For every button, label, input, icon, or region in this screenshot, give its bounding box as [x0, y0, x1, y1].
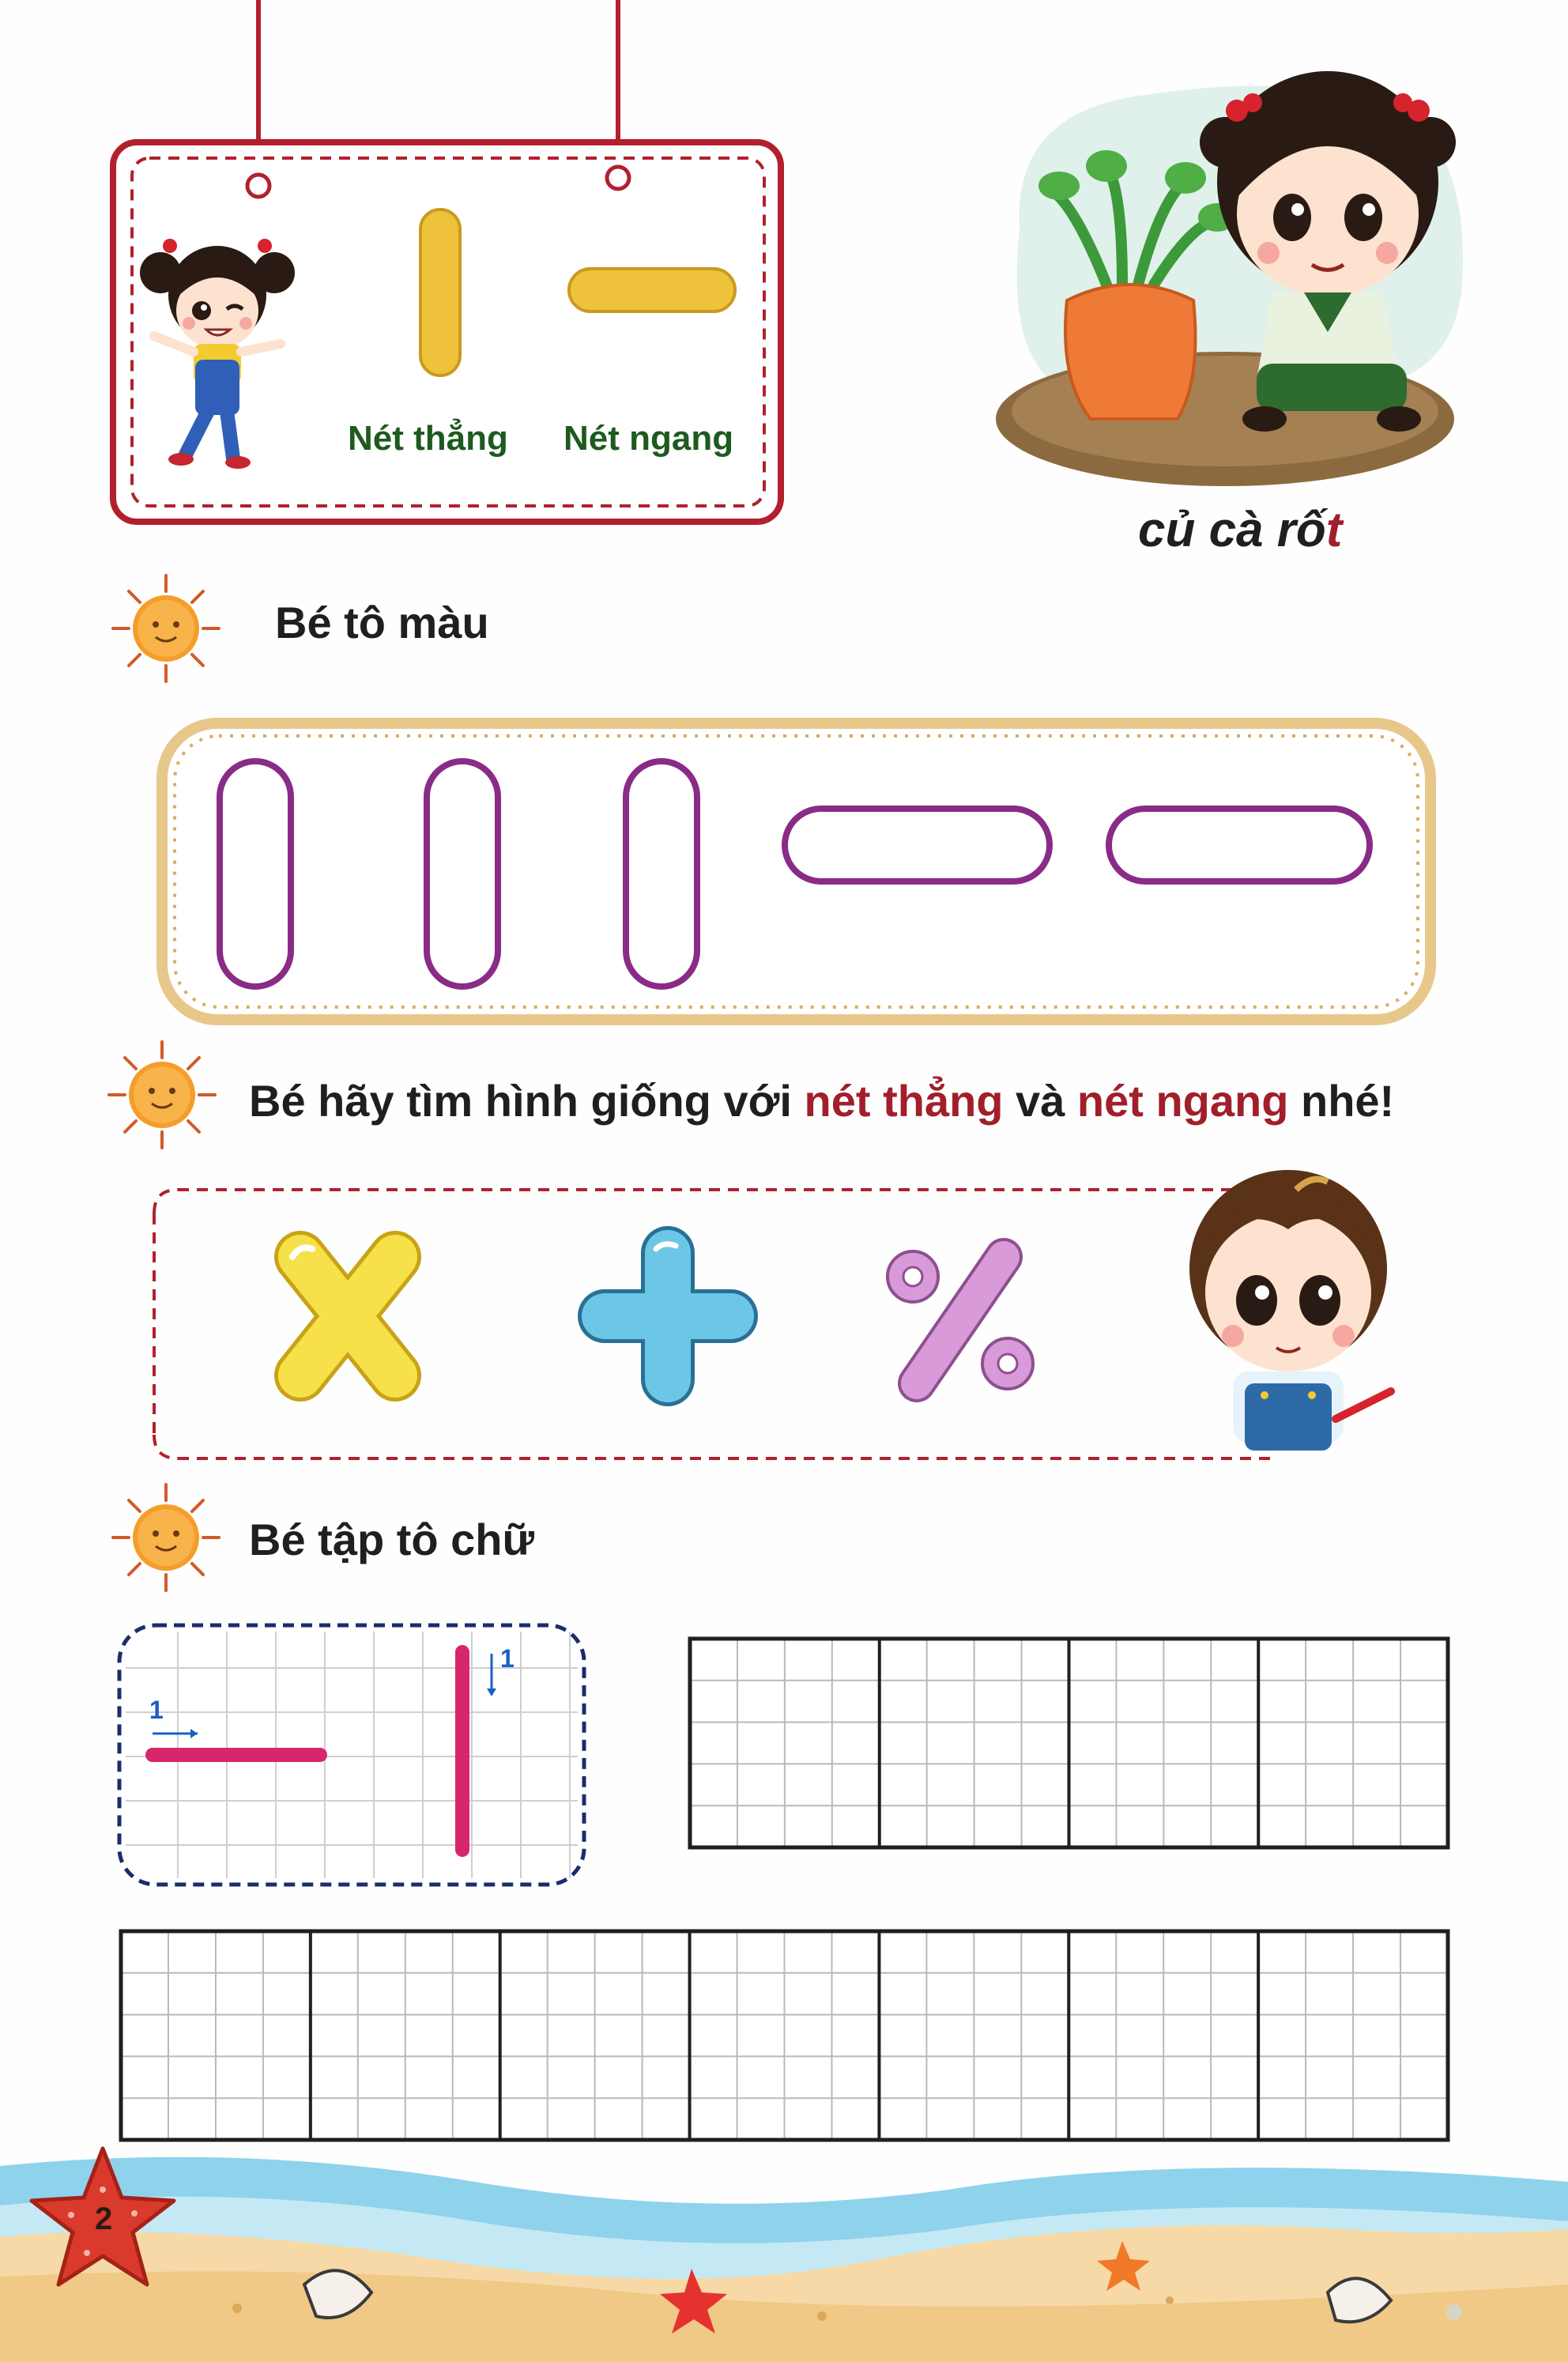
carrot-label-tail: t: [1325, 503, 1343, 557]
symbol-percent[interactable]: [873, 1233, 1047, 1407]
section-title-find-shapes: [249, 1075, 1394, 1126]
coloring-panel: [154, 715, 1438, 1028]
find-shapes-title-start: Bé hãy tìm hình giống với: [249, 1076, 805, 1126]
practice-grid-row-2[interactable]: [119, 1929, 1450, 2142]
small-girl-illustration: [138, 225, 296, 470]
carrot-girl-illustration: [988, 47, 1478, 490]
symbol-plus[interactable]: [577, 1225, 759, 1407]
coloring-horizontal-1: [785, 809, 1050, 881]
beach-footer: [0, 2134, 1568, 2362]
section-title-tracing: Bé tập tô chữ: [249, 1515, 535, 1564]
coloring-vertical-3: [626, 761, 697, 987]
carrot-label: [1138, 502, 1342, 558]
coloring-horizontal-2: [1109, 809, 1370, 881]
coloring-vertical-2: [427, 761, 498, 987]
sun-icon: [103, 1036, 221, 1154]
coloring-vertical-1: [220, 761, 291, 987]
find-shapes-title-end: nhé!: [1288, 1076, 1395, 1126]
find-shapes-highlight-horizontal: nét ngang: [1076, 1076, 1289, 1126]
stroke-order-vertical: 1: [500, 1644, 514, 1673]
carrot-label-main: củ cà rố: [1138, 503, 1326, 557]
page-number: 2: [95, 2202, 113, 2236]
sun-icon: [107, 1478, 225, 1597]
practice-grid-row-1[interactable]: [688, 1636, 1450, 1850]
find-shapes-title-middle: và: [1003, 1076, 1077, 1126]
page-number-starfish: [24, 2142, 182, 2300]
symbol-letter-x[interactable]: [269, 1225, 427, 1407]
coloring-shapes[interactable]: [154, 715, 1438, 1028]
caption-horizontal: Nét ngang: [564, 419, 734, 458]
caption-straight: Nét thẳng: [348, 419, 508, 458]
section-title-coloring: Bé tô màu: [275, 598, 489, 647]
stroke-order-horizontal: 1: [149, 1696, 164, 1724]
find-shapes-highlight-straight: nét thẳng: [804, 1076, 1004, 1126]
sun-icon: [107, 569, 225, 688]
tracing-example-box: [115, 1621, 589, 1889]
hanging-card: [107, 0, 794, 530]
boy-illustration: [1178, 1158, 1399, 1451]
